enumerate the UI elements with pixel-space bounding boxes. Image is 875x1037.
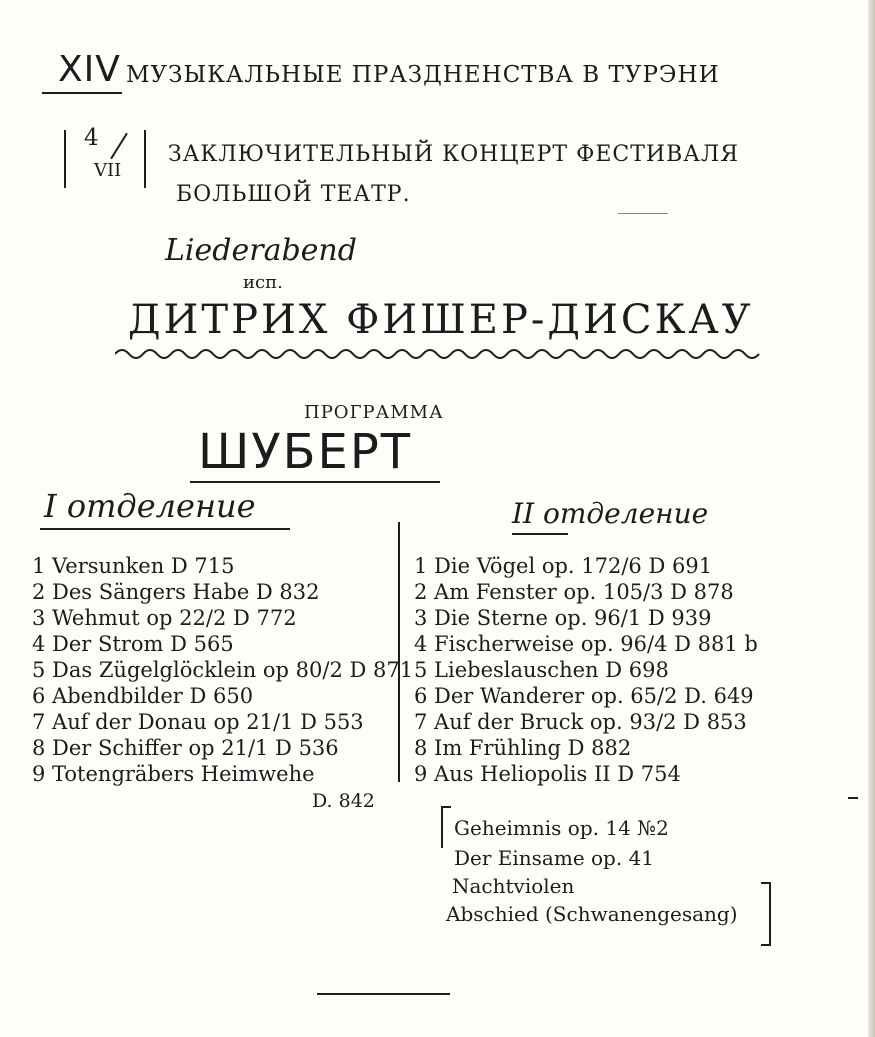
part2-item: 8 Im Frühling D 882	[414, 736, 632, 760]
encore-item: Abschied (Schwanengesang)	[446, 902, 738, 926]
part1-item: 9 Totengräbers Heimwehe	[32, 762, 315, 786]
edition-underline	[42, 92, 122, 94]
part2-item: 9 Aus Heliopolis II D 754	[414, 762, 681, 786]
festival-edition: XIV	[58, 49, 121, 90]
margin-dash	[848, 797, 858, 799]
part1-item: 3 Wehmut op 22/2 D 772	[32, 606, 297, 630]
part1-item: 2 Des Sängers Habe D 832	[32, 580, 320, 604]
part1-heading: I отделение	[44, 487, 256, 525]
concert-type: Liederabend	[165, 233, 357, 268]
date-month: VII	[94, 160, 122, 181]
part2-item: 1 Die Vögel op. 172/6 D 691	[414, 554, 713, 578]
wavy-underline	[115, 344, 785, 364]
part2-item: 5 Liebeslauschen D 698	[414, 658, 669, 682]
part2-item: 4 Fischerweise op. 96/4 D 881 b	[414, 632, 758, 656]
date-day: 4	[84, 125, 99, 151]
part1-item: D. 842	[312, 790, 375, 812]
composer-name: ШУБЕРТ	[198, 424, 413, 480]
part1-item: 4 Der Strom D 565	[32, 632, 234, 656]
margin-dash	[618, 213, 668, 214]
performer-label: исп.	[243, 272, 283, 293]
part2-item: 6 Der Wanderer op. 65/2 D. 649	[414, 684, 754, 708]
bottom-rule	[317, 993, 450, 995]
page-edge	[868, 0, 875, 1037]
encore-item: Der Einsame op. 41	[454, 846, 655, 870]
part2-item: 2 Am Fenster op. 105/3 D 878	[414, 580, 734, 604]
encore-item: Nachtviolen	[452, 874, 575, 898]
part1-item: 7 Auf der Donau op 21/1 D 553	[32, 710, 364, 734]
venue: БОЛЬШОЙ ТЕАТР.	[176, 182, 411, 207]
performer-name: ДИТРИХ ФИШЕР-ДИСКАУ	[128, 297, 754, 343]
program-label: ПРОГРАММА	[304, 402, 444, 423]
part2-item: 3 Die Sterne op. 96/1 D 939	[414, 606, 712, 630]
column-divider	[398, 522, 400, 782]
part2-underline	[512, 533, 568, 535]
festival-title: МУЗЫКАЛЬНЫЕ ПРАЗДНЕНСТВА В ТУРЭНИ	[126, 62, 720, 88]
part1-item: 8 Der Schiffer op 21/1 D 536	[32, 736, 339, 760]
part1-item: 6 Abendbilder D 650	[32, 684, 254, 708]
bracket-left	[441, 806, 451, 848]
composer-underline	[190, 481, 440, 483]
part2-item: 7 Auf der Bruck op. 93/2 D 853	[414, 710, 747, 734]
bracket-right	[761, 882, 771, 946]
part2-heading: II отделение	[512, 497, 709, 530]
concert-title: ЗАКЛЮЧИТЕЛЬНЫЙ КОНЦЕРТ ФЕСТИВАЛЯ	[168, 142, 740, 167]
part1-underline	[40, 528, 290, 530]
encore-item: Geheimnis op. 14 №2	[454, 816, 669, 840]
part1-item: 5 Das Zügelglöcklein op 80/2 D 871	[32, 658, 414, 682]
part1-item: 1 Versunken D 715	[32, 554, 235, 578]
